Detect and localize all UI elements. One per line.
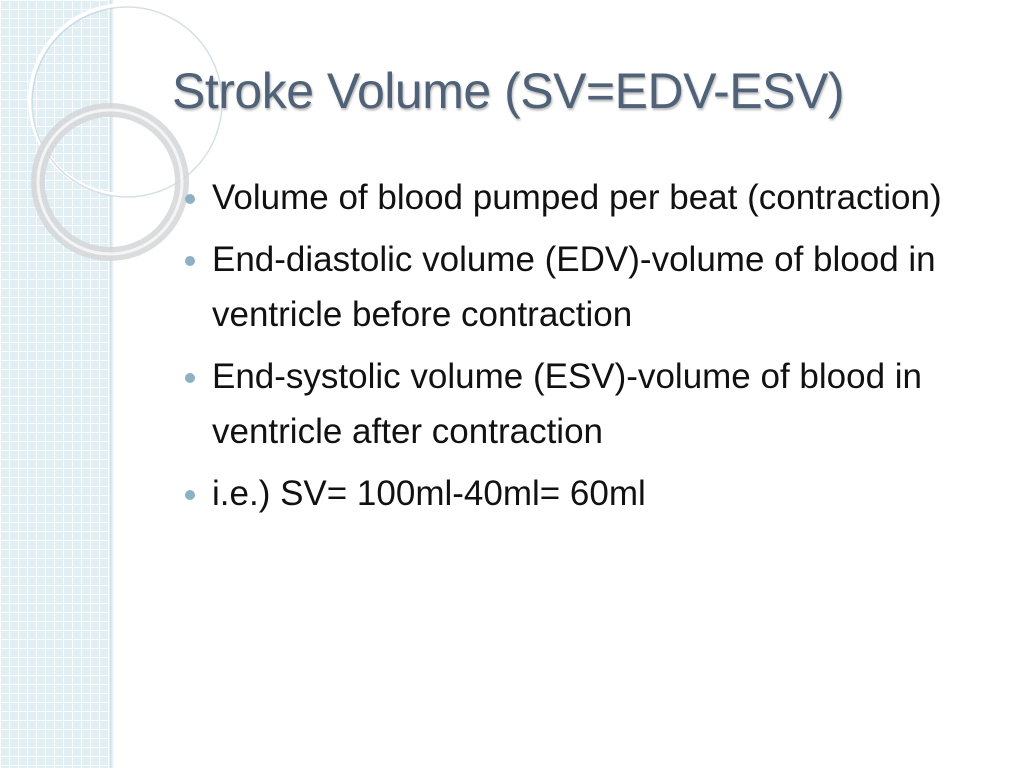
bullet-item — [182, 349, 962, 459]
bullet-dot-icon — [185, 490, 195, 500]
bullet-text: Volume of blood pumped per beat (contraction) — [212, 178, 942, 217]
bullet-dot-icon — [185, 373, 195, 383]
bullet-dot-icon — [185, 194, 195, 204]
bullet-text: i.e.) SV= 100ml-40ml= 60ml — [212, 474, 646, 513]
bullet-text: End-systolic volume (ESV)-volume of blood in ventricle after contraction — [212, 357, 923, 451]
panel-edge-divider — [110, 0, 114, 768]
decorative-grid-panel — [0, 0, 112, 768]
bullet-list — [182, 170, 962, 528]
bullet-item — [182, 466, 962, 521]
slide-title: Stroke Volume (SV=EDV-ESV) — [172, 63, 845, 119]
bullet-item — [182, 170, 962, 225]
bullet-item — [182, 232, 962, 342]
bullet-dot-icon — [185, 256, 195, 266]
bullet-text: End-diastolic volume (EDV)-volume of blood in ventricle before contraction — [212, 240, 936, 334]
